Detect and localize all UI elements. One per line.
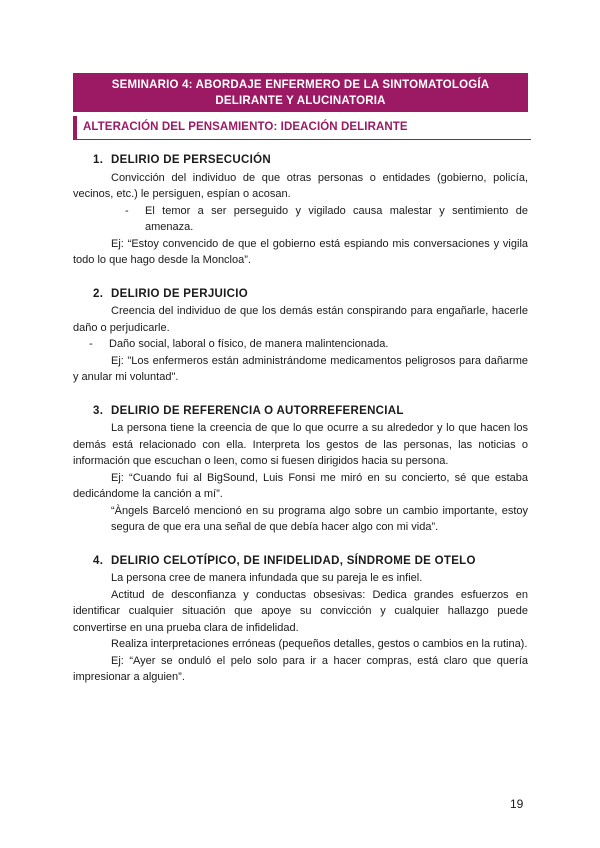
- example-paragraph: Ej: “Cuando fui al BigSound, Luis Fonsi me miró en su concierto, sé que estaba dedicándome la canción a mí”.: [73, 471, 528, 500]
- bullet-dash: -: [89, 338, 93, 350]
- paragraph: Creencia del individuo de que los demás están conspirando para engañarle, hacerle daño o perjudicarle.: [73, 305, 528, 334]
- section-number: 1.: [93, 154, 104, 166]
- list-item-text: Daño social, laboral o físico, de manera malintencionada.: [109, 338, 389, 350]
- document-title-banner: [73, 73, 528, 112]
- section-celotipico: [73, 553, 528, 686]
- section-heading: [73, 553, 528, 570]
- paragraph: Actitud de desconfianza y conductas obsesivas: Dedica grandes esfuerzos en identificar cualquier situación que apoye su convicción y cualquier hallazgo puede convertirse en una prueba clara de infidelidad.: [73, 588, 528, 634]
- paragraph: La persona cree de manera infundada que su pareja le es infiel.: [111, 572, 423, 584]
- section-title: DELIRIO DE PERSECUCIÓN: [111, 154, 271, 166]
- example-paragraph: Ej: "Los enfermeros están administrándome medicamentos peligrosos para dañarme y anular mi voluntad".: [73, 354, 528, 383]
- section-title: DELIRIO DE REFERENCIA O AUTORREFERENCIAL: [111, 404, 404, 417]
- section-number: 4.: [93, 554, 104, 567]
- section-referencia: [73, 403, 528, 536]
- bullet-dash: -: [125, 204, 129, 217]
- section-heading: [73, 152, 528, 169]
- section-persecucion: [73, 152, 528, 269]
- section-subheader: ALTERACIÓN DEL PENSAMIENTO: IDEACIÓN DELIRANTE: [73, 116, 531, 140]
- list-item: [73, 203, 528, 236]
- paragraph: La persona tiene la creencia de que lo que ocurre a su alrededor y lo que hacen los demás está relacionado con ella. Interpreta los gestos de las personas, las noticias o información que escuchan o leen, como si fuesen dirigidos hacia su persona.: [73, 422, 528, 467]
- section-title: DELIRIO DE PERJUICIO: [111, 287, 248, 300]
- example-paragraph: Ej: “Estoy convencido de que el gobierno está espiando mis conversaciones y vigila todo lo que hago desde la Moncloa”.: [73, 237, 528, 266]
- list-item-text: El temor a ser perseguido y vigilado causa malestar y sentimiento de amenaza.: [145, 204, 528, 233]
- list-item: [73, 336, 528, 353]
- banner-line-1: SEMINARIO 4: ABORDAJE ENFERMERO DE LA SINTOMATOLOGÍA: [111, 78, 490, 91]
- section-title: DELIRIO CELOTÍPICO, DE INFIDELIDAD, SÍNDROME DE OTELO: [111, 554, 476, 567]
- page-number: 19: [510, 797, 524, 811]
- section-perjuicio: [73, 286, 528, 386]
- example-paragraph: Ej: “Ayer se onduló el pelo solo para ir a hacer compras, está claro que quería impresionar a alguien”.: [73, 654, 528, 683]
- paragraph: Realiza interpretaciones erróneas (pequeños detalles, gestos o cambios en la rutina).: [111, 638, 528, 650]
- section-heading: [73, 403, 528, 420]
- example-paragraph-2: “Àngels Barceló mencionó en su programa algo sobre un cambio importante, estoy segura de que era una señal de que debía hacer algo con mi vida”.: [111, 504, 528, 533]
- document-body: [73, 152, 528, 703]
- section-number: 2.: [93, 287, 104, 300]
- section-number: 3.: [93, 404, 104, 417]
- section-heading: [73, 286, 528, 303]
- paragraph: Convicción del individuo de que otras personas o entidades (gobierno, policía, vecinos, etc.) le persiguen, espían o acosan.: [73, 171, 528, 200]
- banner-line-2: DELIRANTE Y ALUCINATORIA: [215, 94, 386, 107]
